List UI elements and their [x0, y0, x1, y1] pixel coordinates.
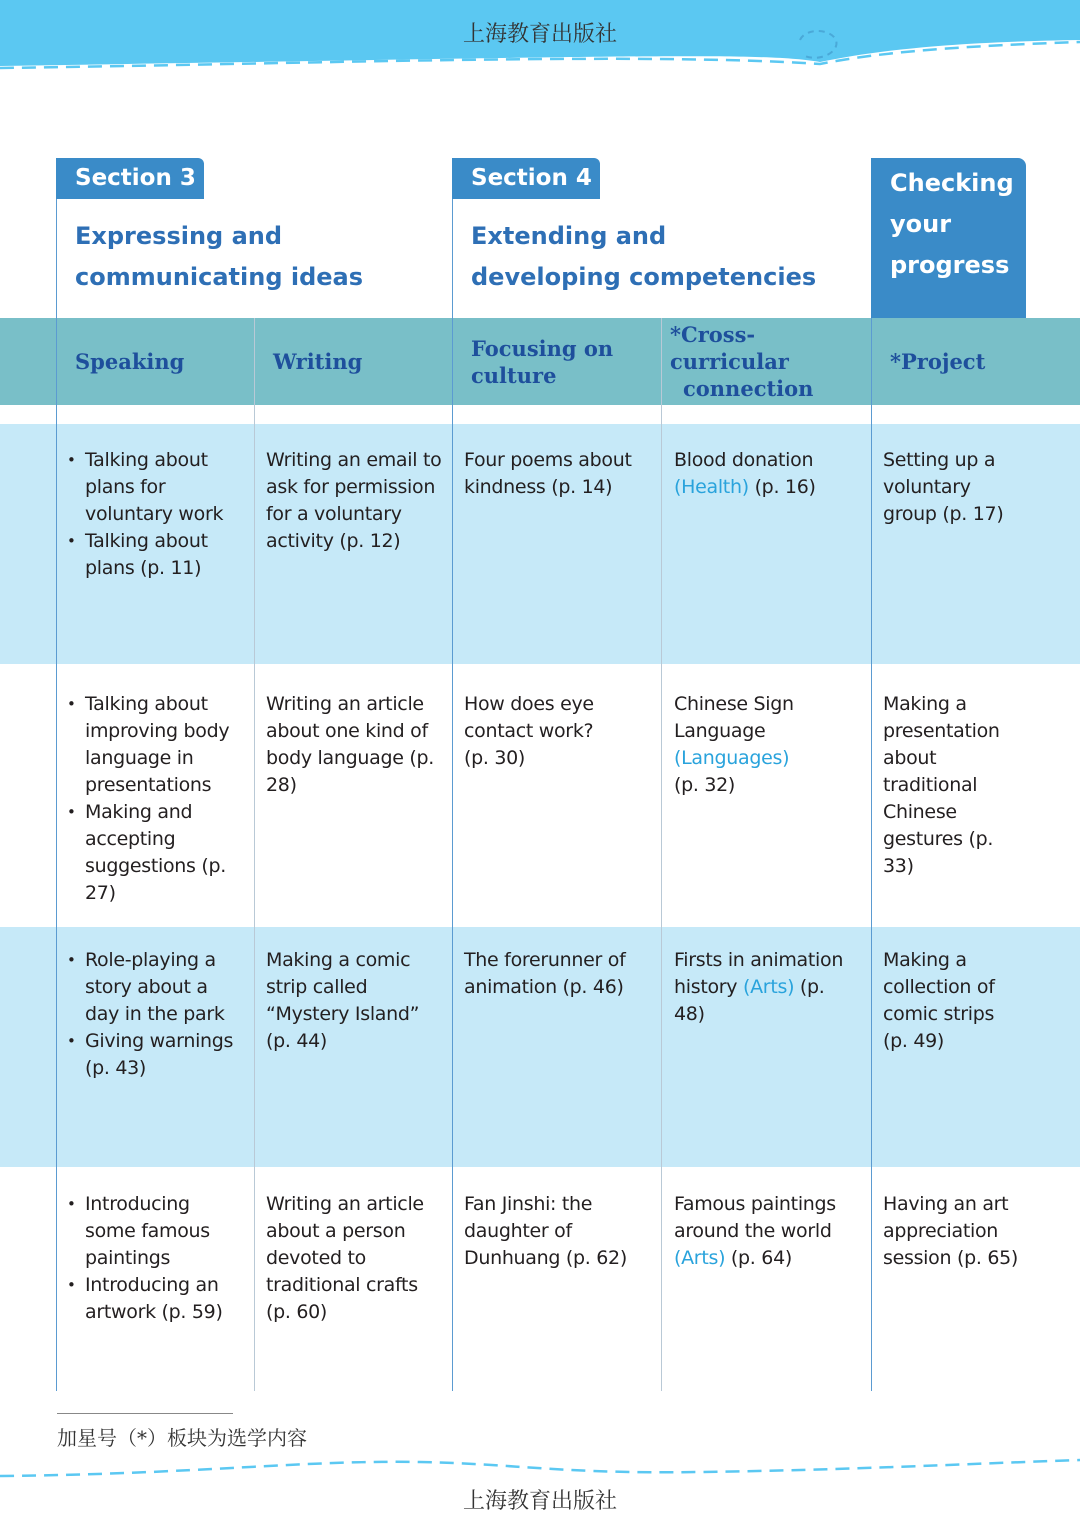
row-4-culture: Fan Jinshi: the daughter of Dunhuang (p. 62)	[464, 1193, 627, 1269]
row-4-cross: Famous paintings around the world (Arts) (p. 64)	[674, 1193, 836, 1269]
progress-left-rule	[871, 318, 872, 1391]
section-3-title-line2: communicating ideas	[75, 263, 364, 291]
section-4-title-line2: developing competencies	[471, 263, 817, 291]
row-4-writing: Writing an article about a person devoted to traditional crafts (p. 60)	[266, 1193, 424, 1323]
row-3-culture: The forerunner of animation (p. 46)	[464, 949, 626, 998]
bottom-wave	[0, 1448, 1080, 1488]
row-2-culture: How does eye contact work? (p. 30)	[464, 693, 594, 769]
row-2-cross: Chinese Sign Language (Languages) (p. 32)	[674, 693, 794, 796]
section-3-tab: Section 3	[56, 158, 204, 199]
section-4-tab: Section 4	[452, 158, 600, 199]
row-1-culture: Four poems about kindness (p. 14)	[464, 449, 632, 498]
row-2-writing: Writing an article about one kind of body language (p. 28)	[266, 693, 434, 796]
list-item: • Talking about improving body language in presentations	[57, 691, 244, 799]
spacer-band	[0, 405, 1080, 424]
col-writing: Writing	[273, 349, 363, 374]
row-1-cross: Blood donation (Health) (p. 16)	[674, 449, 816, 498]
progress-line3: progress	[890, 251, 1010, 279]
publisher-footer: 上海教育出版社	[462, 1489, 617, 1514]
col-project: *Project	[890, 349, 986, 374]
row-2-project: Making a presentation about traditional Chinese gestures (p. 33)	[883, 693, 1000, 877]
section-4-title-line1: Extending and	[471, 222, 667, 250]
list-item: • Introducing some famous paintings	[57, 1191, 244, 1272]
row-3-project: Making a collection of comic strips (p. 49)	[883, 949, 995, 1052]
footnote: 加星号（*）板块为选学内容	[57, 1426, 307, 1450]
list-item: • Giving warnings (p. 43)	[57, 1028, 244, 1082]
subject-tag: (Arts)	[743, 976, 795, 998]
list-item: • Making and accepting suggestions (p. 27)	[57, 799, 244, 907]
row-4-speaking	[57, 1191, 254, 1326]
subject-tag: (Arts)	[674, 1247, 726, 1269]
progress-line2: your	[890, 210, 952, 238]
checking-progress-box	[871, 158, 1026, 318]
list-item: • Talking about plans (p. 11)	[57, 528, 244, 582]
row-3-cross: Firsts in animation history (Arts) (p. 48)	[674, 949, 844, 1025]
row-3-speaking	[57, 947, 254, 1082]
row-1-project: Setting up a voluntary group (p. 17)	[883, 449, 1004, 525]
col-divider-1	[254, 318, 255, 1391]
subject-tag: (Languages)	[674, 747, 790, 769]
list-item: • Talking about plans for voluntary work	[57, 447, 244, 528]
list-item: • Introducing an artwork (p. 59)	[57, 1272, 244, 1326]
col-focusing-on-culture: Focusing on culture	[471, 335, 614, 388]
col-cross-curricular: *Cross-curricular connection	[670, 322, 814, 401]
row-2-speaking	[57, 691, 254, 907]
section-3-title-line1: Expressing and	[75, 222, 283, 250]
row-1-writing: Writing an email to ask for permission for a voluntary activity (p. 12)	[266, 449, 442, 552]
col-speaking: Speaking	[75, 349, 185, 374]
row-3-writing: Making a comic strip called “Mystery Island” (p. 44)	[266, 949, 420, 1052]
section-4-left-rule	[452, 199, 453, 1391]
progress-line1: Checking	[890, 169, 1014, 197]
list-item: • Role-playing a story about a day in the park	[57, 947, 244, 1028]
row-1-speaking	[57, 447, 254, 582]
footnote-rule	[57, 1413, 233, 1414]
publisher-header: 上海教育出版社	[462, 22, 617, 47]
subject-tag: (Health)	[674, 476, 749, 498]
row-4-project: Having an art appreciation session (p. 65)	[883, 1193, 1019, 1269]
col-divider-2	[661, 318, 662, 1391]
